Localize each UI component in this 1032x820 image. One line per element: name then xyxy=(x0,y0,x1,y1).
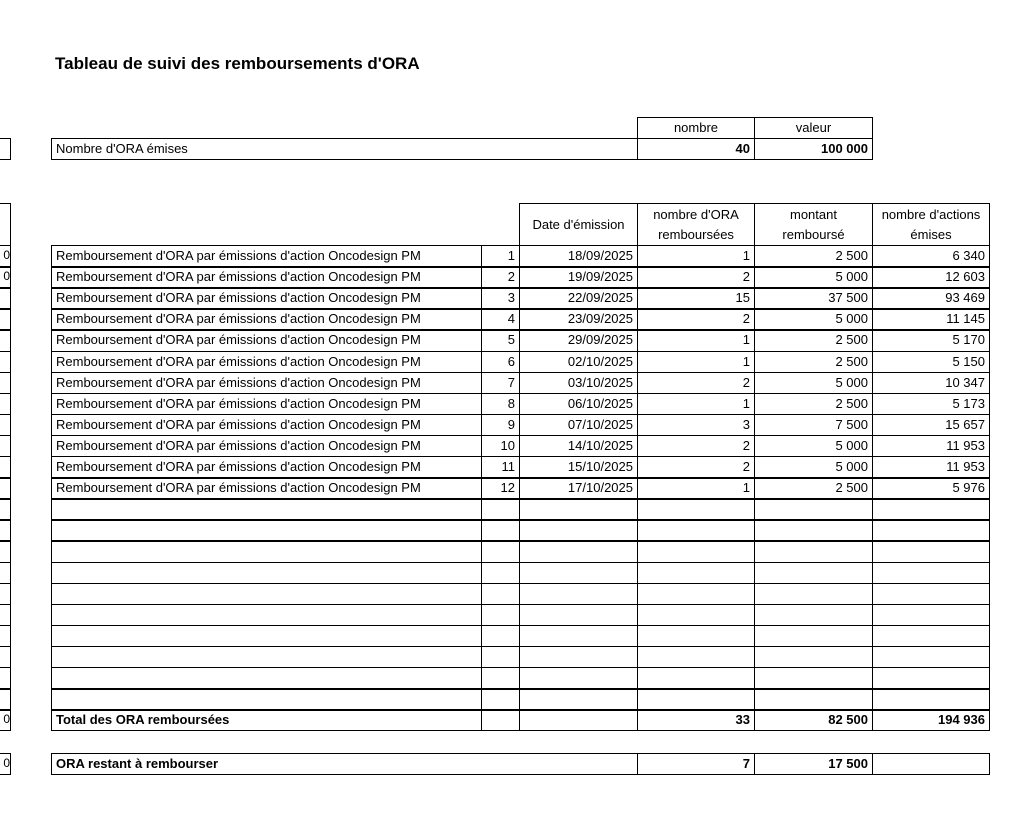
left-cut-cell xyxy=(0,625,11,648)
left-cut-cell xyxy=(0,393,11,416)
row-9-montant: 7 500 xyxy=(754,414,873,437)
empty-cell xyxy=(519,498,638,521)
row-10-montant: 5 000 xyxy=(754,435,873,458)
total-date-empty xyxy=(519,709,638,731)
row-2-date: 19/09/2025 xyxy=(519,266,638,289)
row-12-num: 12 xyxy=(481,477,520,500)
empty-cell xyxy=(754,498,873,521)
left-cut-cell xyxy=(0,583,11,606)
remaining-label: ORA restant à rembourser xyxy=(51,753,638,775)
row-7-date: 03/10/2025 xyxy=(519,372,638,395)
empty-cell xyxy=(481,688,520,711)
row-9-date: 07/10/2025 xyxy=(519,414,638,437)
row-11-montant: 5 000 xyxy=(754,456,873,479)
row-12-label: Remboursement d'ORA par émissions d'action Oncodesign PM xyxy=(51,477,482,500)
row-5-num: 5 xyxy=(481,329,520,352)
left-cut-cell xyxy=(0,414,11,437)
empty-cell xyxy=(637,604,755,627)
row-5-montant: 2 500 xyxy=(754,329,873,352)
empty-cell xyxy=(872,519,990,542)
empty-cell xyxy=(51,583,482,606)
empty-cell xyxy=(872,625,990,648)
row-6-actions: 5 150 xyxy=(872,351,990,374)
empty-cell xyxy=(872,604,990,627)
left-cut-total: 0 xyxy=(0,709,11,731)
empty-cell xyxy=(51,604,482,627)
row-5-date: 29/09/2025 xyxy=(519,329,638,352)
empty-cell xyxy=(519,625,638,648)
empty-cell xyxy=(519,667,638,690)
empty-cell xyxy=(51,688,482,711)
empty-cell xyxy=(51,625,482,648)
left-cut-cell xyxy=(0,435,11,458)
row-9-actions: 15 657 xyxy=(872,414,990,437)
row-12-date: 17/10/2025 xyxy=(519,477,638,500)
header-montant: montant remboursé xyxy=(754,203,873,246)
row-9-nombre: 3 xyxy=(637,414,755,437)
row-7-nombre: 2 xyxy=(637,372,755,395)
row-3-date: 22/09/2025 xyxy=(519,287,638,310)
empty-cell xyxy=(51,540,482,563)
page-title: Tableau de suivi des remboursements d'ORA xyxy=(55,54,420,73)
left-cut-cell xyxy=(0,329,11,352)
left-cut-header xyxy=(0,203,11,246)
empty-cell xyxy=(481,583,520,606)
row-2-label: Remboursement d'ORA par émissions d'action Oncodesign PM xyxy=(51,266,482,289)
empty-cell xyxy=(637,519,755,542)
row-1-montant: 2 500 xyxy=(754,245,873,268)
remaining-empty xyxy=(872,753,990,775)
empty-cell xyxy=(754,583,873,606)
empty-cell xyxy=(481,604,520,627)
left-cut-cell xyxy=(0,667,11,690)
row-10-nombre: 2 xyxy=(637,435,755,458)
left-cut-cell xyxy=(0,519,11,542)
left-cut-cell xyxy=(0,646,11,669)
empty-cell xyxy=(872,688,990,711)
empty-cell xyxy=(637,583,755,606)
row-10-actions: 11 953 xyxy=(872,435,990,458)
row-1-num: 1 xyxy=(481,245,520,268)
row-11-nombre: 2 xyxy=(637,456,755,479)
empty-cell xyxy=(872,498,990,521)
row-2-nombre: 2 xyxy=(637,266,755,289)
empty-cell xyxy=(754,625,873,648)
row-6-nombre: 1 xyxy=(637,351,755,374)
summary-label: Nombre d'ORA émises xyxy=(51,138,638,160)
empty-cell xyxy=(637,646,755,669)
empty-cell xyxy=(519,583,638,606)
left-cut-cell xyxy=(0,372,11,395)
empty-cell xyxy=(481,498,520,521)
empty-cell xyxy=(519,540,638,563)
row-2-montant: 5 000 xyxy=(754,266,873,289)
empty-cell xyxy=(872,562,990,585)
row-12-nombre: 1 xyxy=(637,477,755,500)
row-1-date: 18/09/2025 xyxy=(519,245,638,268)
empty-cell xyxy=(637,540,755,563)
left-cut-cell xyxy=(0,562,11,585)
row-4-nombre: 2 xyxy=(637,308,755,331)
row-5-actions: 5 170 xyxy=(872,329,990,352)
left-cut-cell xyxy=(0,308,11,331)
left-cut-summary xyxy=(0,138,11,160)
empty-cell xyxy=(519,646,638,669)
row-5-label: Remboursement d'ORA par émissions d'action Oncodesign PM xyxy=(51,329,482,352)
empty-cell xyxy=(51,562,482,585)
row-4-num: 4 xyxy=(481,308,520,331)
left-cut-cell xyxy=(0,477,11,500)
empty-cell xyxy=(637,667,755,690)
row-8-num: 8 xyxy=(481,393,520,416)
empty-cell xyxy=(754,667,873,690)
empty-cell xyxy=(519,688,638,711)
row-1-nombre: 1 xyxy=(637,245,755,268)
empty-cell xyxy=(754,519,873,542)
row-10-label: Remboursement d'ORA par émissions d'action Oncodesign PM xyxy=(51,435,482,458)
empty-cell xyxy=(51,646,482,669)
empty-cell xyxy=(481,667,520,690)
total-label: Total des ORA remboursées xyxy=(51,709,482,731)
left-cut-cell xyxy=(0,688,11,711)
total-actions: 194 936 xyxy=(872,709,990,731)
empty-cell xyxy=(754,540,873,563)
row-2-num: 2 xyxy=(481,266,520,289)
row-6-label: Remboursement d'ORA par émissions d'action Oncodesign PM xyxy=(51,351,482,374)
row-3-actions: 93 469 xyxy=(872,287,990,310)
row-3-montant: 37 500 xyxy=(754,287,873,310)
summary-header-valeur: valeur xyxy=(754,117,873,139)
row-8-date: 06/10/2025 xyxy=(519,393,638,416)
row-3-num: 3 xyxy=(481,287,520,310)
row-2-actions: 12 603 xyxy=(872,266,990,289)
total-nombre: 33 xyxy=(637,709,755,731)
left-cut-cell: 0 xyxy=(0,266,11,289)
left-cut-remaining: 0 xyxy=(0,753,11,775)
empty-cell xyxy=(754,562,873,585)
empty-cell xyxy=(51,667,482,690)
empty-cell xyxy=(872,583,990,606)
row-8-label: Remboursement d'ORA par émissions d'action Oncodesign PM xyxy=(51,393,482,416)
empty-cell xyxy=(872,646,990,669)
total-num-empty xyxy=(481,709,520,731)
left-cut-cell xyxy=(0,456,11,479)
row-12-actions: 5 976 xyxy=(872,477,990,500)
left-cut-cell xyxy=(0,287,11,310)
row-11-actions: 11 953 xyxy=(872,456,990,479)
empty-cell xyxy=(519,519,638,542)
empty-cell xyxy=(481,540,520,563)
empty-cell xyxy=(637,498,755,521)
left-cut-cell xyxy=(0,498,11,521)
row-3-label: Remboursement d'ORA par émissions d'action Oncodesign PM xyxy=(51,287,482,310)
row-8-nombre: 1 xyxy=(637,393,755,416)
row-11-label: Remboursement d'ORA par émissions d'action Oncodesign PM xyxy=(51,456,482,479)
total-montant: 82 500 xyxy=(754,709,873,731)
empty-cell xyxy=(637,625,755,648)
left-cut-cell xyxy=(0,540,11,563)
row-9-label: Remboursement d'ORA par émissions d'action Oncodesign PM xyxy=(51,414,482,437)
row-4-label: Remboursement d'ORA par émissions d'action Oncodesign PM xyxy=(51,308,482,331)
row-9-num: 9 xyxy=(481,414,520,437)
left-cut-cell xyxy=(0,351,11,374)
empty-cell xyxy=(481,646,520,669)
empty-cell xyxy=(754,646,873,669)
empty-cell xyxy=(872,540,990,563)
empty-cell xyxy=(519,604,638,627)
left-cut-cell: 0 xyxy=(0,245,11,268)
row-4-actions: 11 145 xyxy=(872,308,990,331)
row-11-num: 11 xyxy=(481,456,520,479)
row-10-date: 14/10/2025 xyxy=(519,435,638,458)
row-3-nombre: 15 xyxy=(637,287,755,310)
empty-cell xyxy=(481,625,520,648)
row-6-num: 6 xyxy=(481,351,520,374)
row-12-montant: 2 500 xyxy=(754,477,873,500)
row-1-actions: 6 340 xyxy=(872,245,990,268)
row-11-date: 15/10/2025 xyxy=(519,456,638,479)
row-7-actions: 10 347 xyxy=(872,372,990,395)
row-8-montant: 2 500 xyxy=(754,393,873,416)
empty-cell xyxy=(519,562,638,585)
remaining-nombre: 7 xyxy=(637,753,755,775)
header-date: Date d'émission xyxy=(519,203,638,246)
empty-cell xyxy=(872,667,990,690)
left-cut-cell xyxy=(0,604,11,627)
empty-cell xyxy=(637,562,755,585)
header-actions: nombre d'actions émises xyxy=(872,203,990,246)
row-8-actions: 5 173 xyxy=(872,393,990,416)
empty-cell xyxy=(481,519,520,542)
row-10-num: 10 xyxy=(481,435,520,458)
empty-cell xyxy=(754,688,873,711)
empty-cell xyxy=(481,562,520,585)
row-4-date: 23/09/2025 xyxy=(519,308,638,331)
row-6-montant: 2 500 xyxy=(754,351,873,374)
row-6-date: 02/10/2025 xyxy=(519,351,638,374)
empty-cell xyxy=(51,498,482,521)
remaining-valeur: 17 500 xyxy=(754,753,873,775)
summary-header-nombre: nombre xyxy=(637,117,755,139)
empty-cell xyxy=(51,519,482,542)
summary-valeur: 100 000 xyxy=(754,138,873,160)
empty-cell xyxy=(754,604,873,627)
empty-cell xyxy=(637,688,755,711)
row-1-label: Remboursement d'ORA par émissions d'action Oncodesign PM xyxy=(51,245,482,268)
header-nombre-ora: nombre d'ORA remboursées xyxy=(637,203,755,246)
row-7-label: Remboursement d'ORA par émissions d'action Oncodesign PM xyxy=(51,372,482,395)
row-5-nombre: 1 xyxy=(637,329,755,352)
row-7-montant: 5 000 xyxy=(754,372,873,395)
row-7-num: 7 xyxy=(481,372,520,395)
row-4-montant: 5 000 xyxy=(754,308,873,331)
summary-nombre: 40 xyxy=(637,138,755,160)
